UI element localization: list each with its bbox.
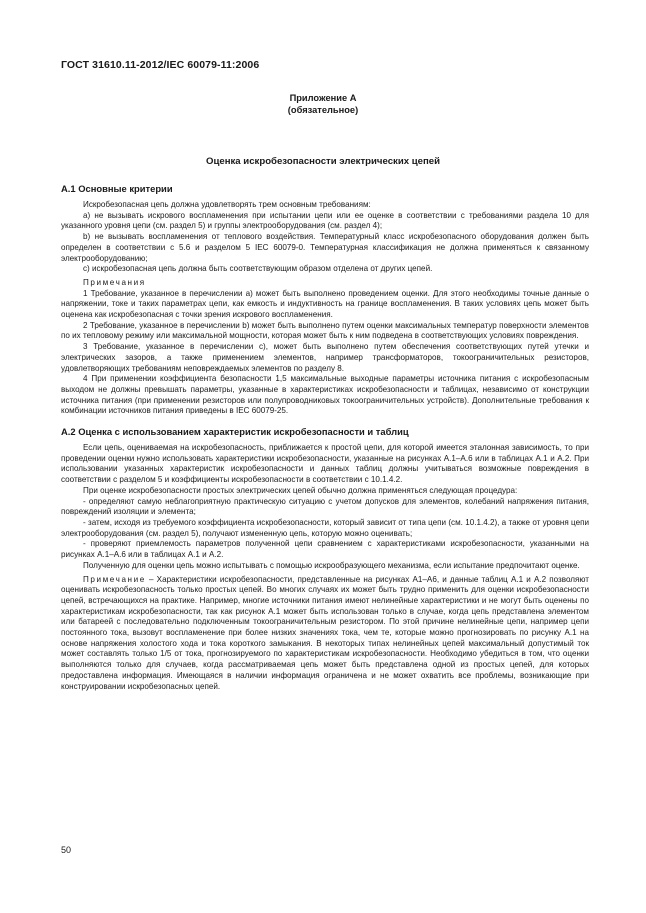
note: 2 Требование, указанное в перечислении b) может быть выполнено путем оценки максимальных температур поверхности элементов по их тепловому режиму или максимальной мощности, которая может быть к ним подведена в соответствующих условиях повреждения.: [61, 320, 589, 341]
standard-designation: ГОСТ 31610.11-2012/IEC 60079-11:2006: [61, 59, 260, 71]
annex-heading: [0, 93, 646, 116]
notes-heading: Примечания: [83, 277, 146, 287]
note: [61, 575, 589, 693]
section-a2-heading: А.2 Оценка с использованием характеристик искробезопасности и таблиц: [61, 426, 409, 438]
note: 3 Требование, указанное в перечислении с), может быть выполнено путем обеспечения соответствующих путей утечки и электрических зазоров, а также применением элементов, например трансформаторов, токоограничительных резисторов, удовлетворяющих требованиям неповреждаемых элементов по разделу 8.: [61, 342, 589, 373]
paragraph: Искробезопасная цепь должна удовлетворять трем основным требованиям:: [83, 200, 371, 209]
page-number: 50: [61, 845, 72, 855]
paragraph: Если цепь, оцениваемая на искробезопасность, приближается к простой цепи, для которой имеется эталонная зависимость, то при проведении оценки нужно использовать характеристики искробезопасности, указанные на рисунках А.1–А.6 или в таблицах А.1 и А.2. При использовании указанных характеристик искробезопасности и данных таблиц должны учитываться возможные повреждения в соответствии с разделом 5 и коэффициенты искробезопасности в соответствии с 10.1.4.2.: [61, 443, 589, 485]
document-body: [61, 183, 589, 692]
note-text: – Характеристики искробезопасности, представленные на рисунках А1–А6, и данные таблиц А.1 и А.2 позволяют оценивать искробезопасность только простых цепей. Во многих случаях их может быть трудно применить для оценки искробезопасности цепей, встречающихся на практике. Например, многие источники питания имеют нелинейные характеристики и не могут быть оценены по характеристикам искробезопасности, так как рисунок А.1 может быть использован только в случае, когда цепь представлена элементом или батареей с последовательно подключенным токоограничительным резистором. По этой причине нелинейные цепи, например цепи постоянного тока, вызовут воспламенение при более низких значениях тока, чем те, которые можно прогнозировать по рисунку А.1 на основе напряжения холостого хода и тока короткого замыкания. В некоторых типах нелинейных цепей максимальный допустимый ток может составлять только 1/5 от тока, прогнозируемого по характеристикам искробезопасности. Необходимо убедиться в том, что оценки выполняются только для случаев, когда рассматриваемая цепь может быть представлена одной из простых цепей, для которых предоставлена информация. Имеющаяся в наличии информация ограничена и не может охватить все проблемы, возникающие при конструировании искробезопасных цепей.: [61, 574, 589, 691]
paragraph: При оценке искробезопасности простых электрических цепей обычно должна применяться следующая процедура:: [83, 485, 518, 495]
note-label: Примечание: [83, 574, 146, 584]
list-item: - проверяют приемлемость параметров полученной цепи сравнением с характеристиками искробезопасности, указанными на рисунках А.1–А.6 или в таблицах А.1 и А.2.: [61, 539, 589, 560]
annex-title: Приложение А: [289, 93, 357, 103]
section-a1: [61, 183, 589, 417]
note: 4 При применении коэффициента безопасности 1,5 максимальные выходные параметры источника питания с искробезопасным выходом не должны превышать параметры, указанные в характеристиках искробезопасности и таблицах, независимо от конструкции источника питания (при применении резисторов или полупроводниковых токоограничительных устройств). Дополнительные требования к комбинации источников питания приведены в IEC 60079-25.: [61, 374, 589, 416]
list-item: - определяют самую неблагоприятную практическую ситуацию с учетом допусков для элементов, колебаний напряжения питания, повреждений изоляции и элемента;: [61, 496, 589, 517]
list-item: - затем, исходя из требуемого коэффициента искробезопасности, который зависит от типа цепи (см. 10.1.4.2), а также от уровня цепи электрооборудования (см. раздел 5), получают измененную цепь, которую можно оценивать;: [61, 517, 589, 538]
list-item: c) искробезопасная цепь должна быть соответствующим образом отделена от других цепей.: [83, 264, 433, 274]
list-item: b) не вызывать воспламенения от теплового воздействия. Температурный класс искробезопасного оборудования должен быть определен в соответствии с 5.6 и разделом 5 IEC 60079-0. Температурная классификация не должна применяться к связанному электрооборудованию;: [61, 232, 589, 263]
paragraph: Полученную для оценки цепь можно испытывать с помощью искрообразующего механизма, если испытание предпочитают оценке.: [83, 560, 580, 570]
section-a1-heading: А.1 Основные критерии: [61, 183, 173, 194]
page-title: Оценка искробезопасности электрических цепей: [206, 156, 440, 167]
annex-status: (обязательное): [287, 104, 359, 115]
list-item: а) не вызывать искрового воспламенения при испытании цепи или ее оценке в соответствии с требованиями раздела 10 для указанного уровня цепи (см. раздел 5) и группы электрооборудования (см. раздел 4);: [61, 210, 589, 231]
section-a2: [61, 426, 589, 692]
note: 1 Требование, указанное в перечислении а) может быть выполнено проведением оценки. Для этого необходимы точные данные о напряжении, токе и таких параметрах цепи, как емкость и индуктивность на границе воспламенения. В таких условиях цепь может быть оценена как искробезопасная с точки зрения искрового воспламенения.: [61, 288, 589, 320]
